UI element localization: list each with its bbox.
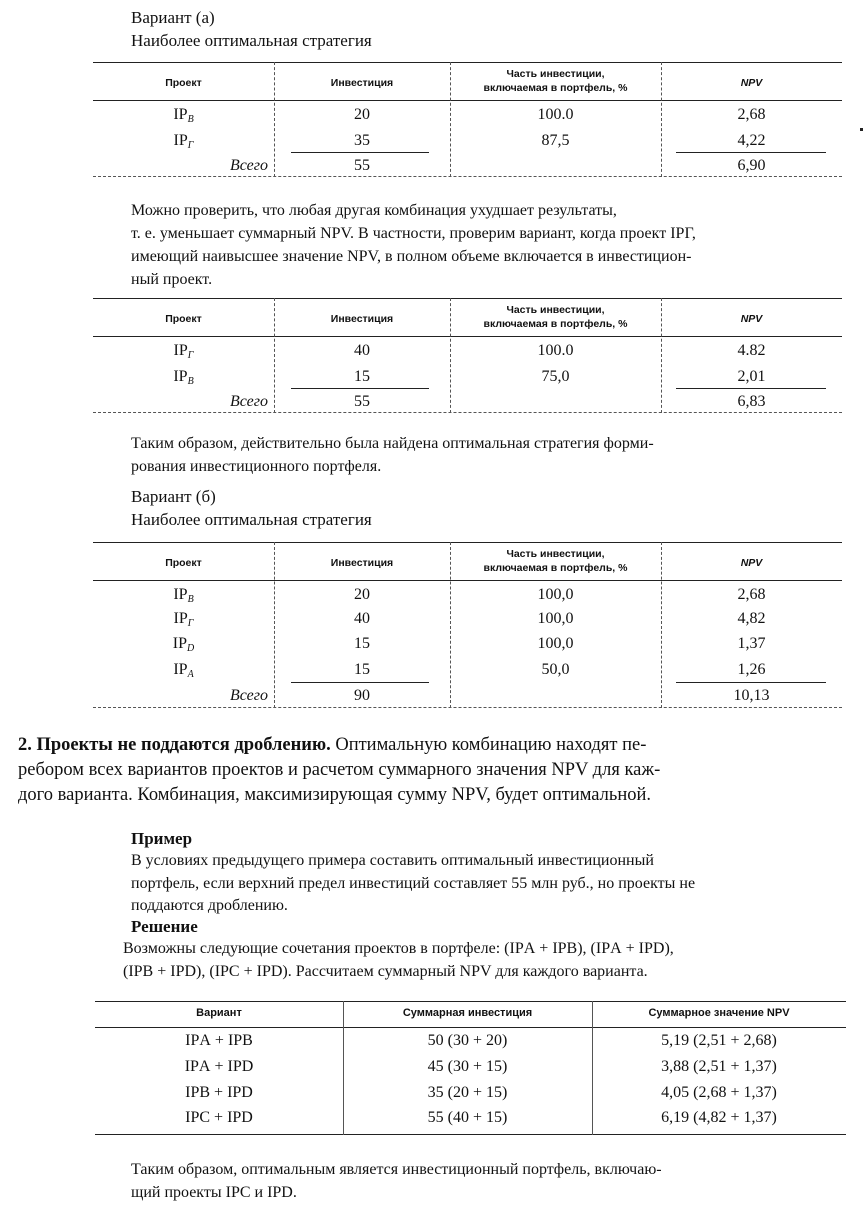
- header-share: Часть инвестиции, включаемая в портфель, %: [483, 68, 628, 94]
- table-row-npv: 1,37: [737, 635, 766, 652]
- table-row-investment: 40: [354, 342, 370, 359]
- header-share: Часть инвестиции, включаемая в портфель, %: [483, 304, 628, 330]
- combination-sum: 35 (20 + 15): [427, 1084, 508, 1101]
- table-row-investment: 20: [354, 586, 370, 603]
- margin-mark: [860, 128, 863, 131]
- table-row-project: $IP_В$: [173, 368, 194, 387]
- table-row-npv: 4.82: [737, 342, 766, 359]
- table-row-project: $IP_А$: [173, 661, 194, 680]
- table-row-investment: 15: [354, 661, 370, 678]
- combination-sum: 55 (40 + 15): [427, 1109, 508, 1126]
- combination-variant: IPВ + IPD: [185, 1084, 253, 1101]
- table-variant-a: [93, 62, 842, 177]
- header-total-investment: Суммарная инвестиция: [402, 1007, 533, 1019]
- solution-paragraph: Возможны следующие сочетания проектов в портфеле: (IPА + IPВ), (IPА + IPD), (IPВ + IPD), (IPC + IPD). Рассчитаем суммарный NPV для каждого варианта.: [123, 940, 674, 980]
- paragraph-conclusion-a: Таким образом, действительно была найдена оптимальная стратегия форми- рования инвестиционного портфеля.: [131, 435, 654, 475]
- header-npv: NPV: [740, 313, 763, 325]
- total-npv: 10,13: [733, 687, 770, 704]
- total-investment: 90: [354, 687, 370, 704]
- table-row-investment: 20: [354, 106, 370, 123]
- example-paragraph: В условиях предыдущего примера составить оптимальный инвестиционный портфель, если верхний предел инвестиций составляет 55 млн руб., но проекты не поддаются дроблению.: [131, 852, 696, 914]
- table-row-project: $IP_Г$: [173, 610, 194, 629]
- header-investment: Инвестиция: [330, 557, 394, 569]
- combination-sum: 50 (30 + 20): [427, 1032, 508, 1049]
- variant-b-title: Вариант (б): [131, 487, 216, 506]
- total-npv: 6,90: [737, 157, 766, 174]
- header-npv: NPV: [740, 77, 763, 89]
- variant-a-subtitle: Наиболее оптимальная стратегия: [131, 31, 372, 50]
- combination-npv: 6,19 (4,82 + 1,37): [661, 1109, 777, 1126]
- table-row-investment: 15: [354, 368, 370, 385]
- combination-npv: 3,88 (2,51 + 1,37): [661, 1058, 777, 1075]
- table-variant-b: [93, 542, 842, 708]
- header-project: Проект: [165, 557, 202, 569]
- header-total-npv: Суммарное значение NPV: [648, 1007, 790, 1019]
- table-row-npv: 2,68: [737, 586, 766, 603]
- table-row-project: $IP_В$: [173, 586, 194, 605]
- table-row-share: 100,0: [537, 586, 574, 603]
- table-check: [93, 298, 842, 413]
- combination-variant: IPC + IPD: [185, 1109, 253, 1126]
- combination-npv: 4,05 (2,68 + 1,37): [661, 1084, 777, 1101]
- header-project: Проект: [165, 77, 202, 89]
- combination-npv: 5,19 (2,51 + 2,68): [661, 1032, 777, 1049]
- total-label: Всего: [229, 687, 268, 704]
- paragraph-check: Можно проверить, что любая другая комбинация ухудшает результаты, т. е. уменьшает суммарный NPV. В частности, проверим вариант, когда проект IPГ, имеющий наивысшее значение NPV, в полном объеме включается в инвестицион- ный проект.: [131, 202, 696, 288]
- solution-heading: Решение: [131, 917, 198, 936]
- table-row-project: $IP_Г$: [173, 342, 194, 361]
- example-heading: Пример: [131, 829, 193, 848]
- table-row-project: $IP_D$: [172, 635, 195, 654]
- table-row-npv: 4,82: [737, 610, 766, 627]
- total-label: Всего: [229, 157, 268, 174]
- total-investment: 55: [354, 393, 370, 410]
- table-row-investment: 35: [354, 132, 370, 149]
- table-row-share: 100.0: [537, 106, 574, 123]
- table-row-investment: 15: [354, 635, 370, 652]
- table-row-share: 87,5: [541, 132, 570, 149]
- header-investment: Инвестиция: [330, 313, 394, 325]
- total-investment: 55: [354, 157, 370, 174]
- table-row-project: $IP_В$: [173, 106, 194, 125]
- total-npv: 6,83: [737, 393, 766, 410]
- table-row-npv: 2,68: [737, 106, 766, 123]
- table-combinations: [95, 1001, 846, 1135]
- table-row-project: $IP_Г$: [173, 132, 194, 151]
- total-label: Всего: [229, 393, 268, 410]
- table-row-share: 50,0: [541, 661, 570, 678]
- section-2-heading: 2. Проекты не поддаются дроблению.: [18, 735, 331, 755]
- section-2-paragraph: 2. Проекты не поддаются дроблению. Оптимальную комбинацию находят пе- ребором всех вариантов проектов и расчетом суммарного значения NPV для каж- дого варианта. Комбинация, максимизирующая сумму NPV, будет оптимальной.: [18, 735, 661, 805]
- header-share: Часть инвестиции, включаемая в портфель, %: [483, 548, 628, 574]
- variant-a-title: Вариант (а): [131, 8, 215, 27]
- header-investment: Инвестиция: [330, 77, 394, 89]
- variant-b-subtitle: Наиболее оптимальная стратегия: [131, 510, 372, 529]
- table-row-npv: 1,26: [737, 661, 766, 678]
- combination-variant: IPА + IPВ: [185, 1032, 253, 1049]
- header-project: Проект: [165, 313, 202, 325]
- table-row-npv: 4,22: [737, 132, 766, 149]
- header-variant: Вариант: [196, 1007, 242, 1019]
- combination-sum: 45 (30 + 15): [427, 1058, 508, 1075]
- table-row-investment: 40: [354, 610, 370, 627]
- table-row-share: 100,0: [537, 610, 574, 627]
- table-row-share: 75,0: [541, 368, 570, 385]
- table-row-share: 100.0: [537, 342, 574, 359]
- combination-variant: IPА + IPD: [184, 1058, 254, 1075]
- table-row-share: 100,0: [537, 635, 574, 652]
- table-row-npv: 2,01: [737, 368, 766, 385]
- header-npv: NPV: [740, 557, 763, 569]
- conclusion-paragraph: Таким образом, оптимальным является инвестиционный портфель, включаю- щий проекты IPC и IPD.: [131, 1161, 662, 1201]
